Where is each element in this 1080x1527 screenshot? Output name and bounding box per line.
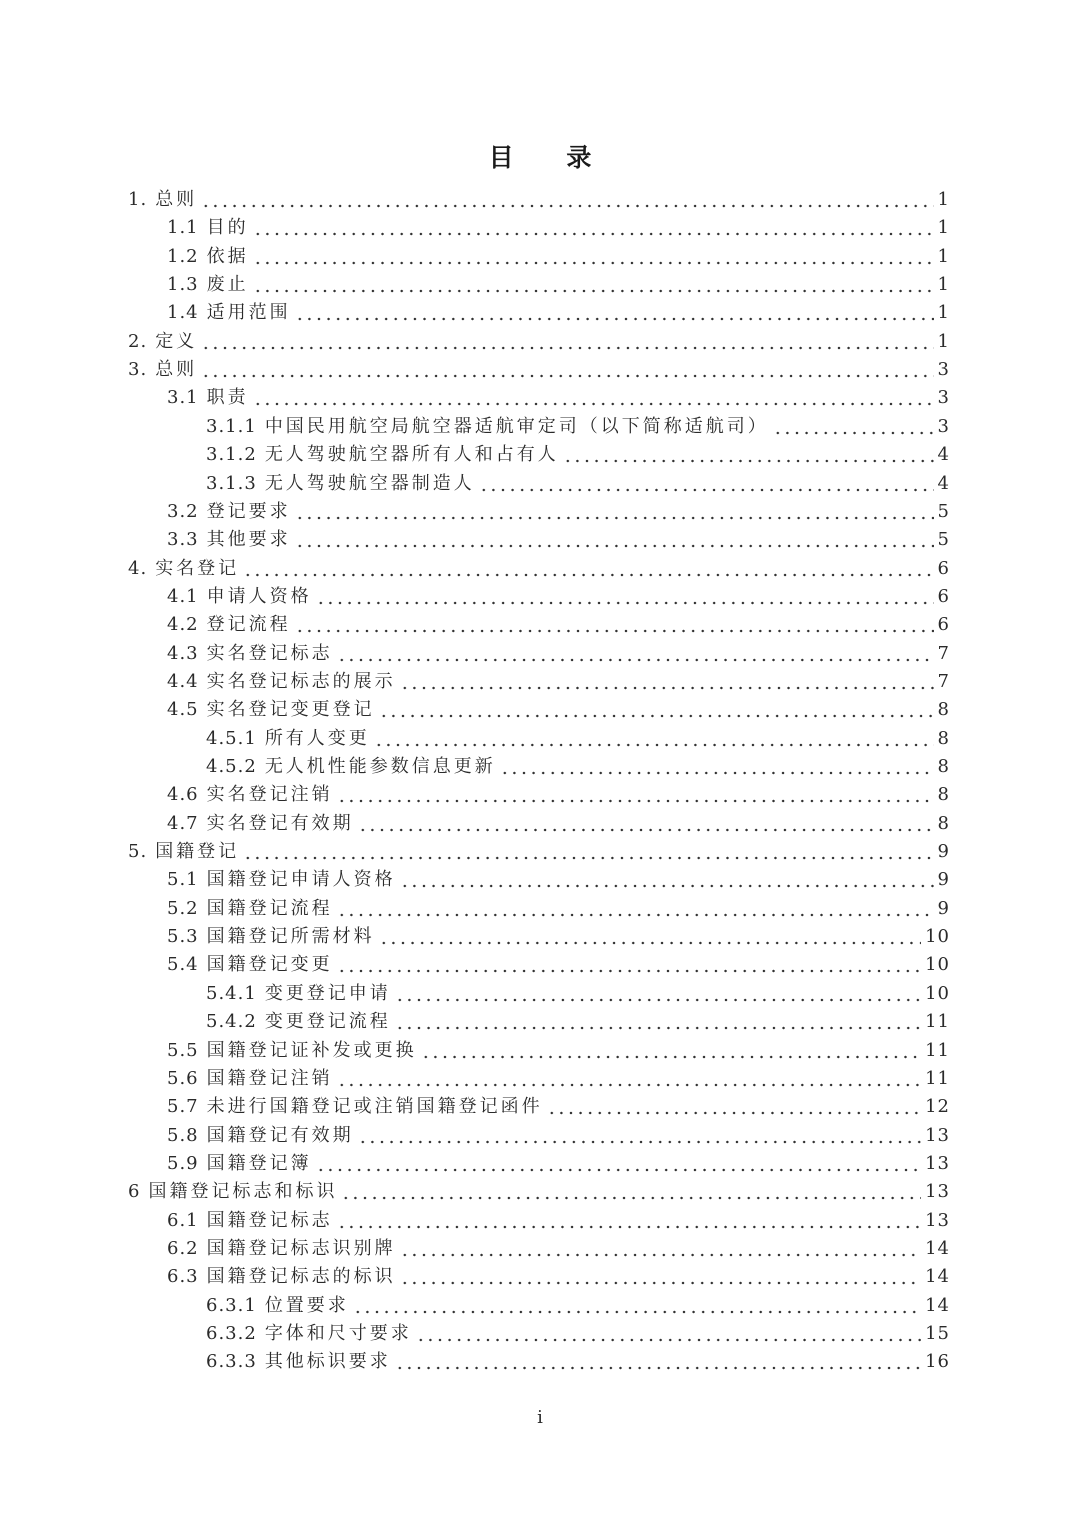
- toc-entry-page: 8: [937, 784, 950, 806]
- toc-entry-number: 4.6: [167, 784, 199, 806]
- dot-leader: [337, 895, 934, 923]
- toc-entry-page: 13: [925, 1181, 950, 1203]
- toc-entry-title: 实名登记标志: [206, 642, 333, 664]
- toc-entry-number: 5.9: [167, 1152, 199, 1174]
- toc-entry[interactable]: [167, 1122, 950, 1150]
- toc-entry-number: 5.8: [167, 1124, 199, 1146]
- dot-leader: [416, 1320, 921, 1348]
- toc-entry-page: 1: [937, 217, 950, 239]
- toc-entry-number: 4.2: [167, 614, 199, 636]
- toc-entry[interactable]: [206, 725, 950, 753]
- toc-entry-page: 16: [925, 1351, 950, 1373]
- toc-entry[interactable]: [167, 384, 950, 412]
- toc-entry-title: 适用范围: [206, 302, 291, 324]
- toc-entry[interactable]: [167, 781, 950, 809]
- toc-entry-title: 实名登记有效期: [206, 812, 354, 834]
- toc-entry-page: 6: [937, 614, 950, 636]
- toc-entry-number: 6.3: [167, 1266, 199, 1288]
- toc-entry-number: 3.2: [167, 500, 199, 522]
- toc-entry-number: 6.3.3: [206, 1351, 257, 1373]
- toc-entry-title: 国籍登记证补发或更换: [206, 1039, 417, 1061]
- toc-entry[interactable]: [167, 1235, 950, 1263]
- toc-entry-title: 登记流程: [206, 614, 291, 636]
- toc-entry-title: 实名登记注销: [206, 784, 333, 806]
- toc-entry-title: 定义: [155, 330, 198, 352]
- toc-entry-page: 1: [937, 330, 950, 352]
- toc-entry[interactable]: [167, 668, 950, 696]
- toc-entry-number: 4.5.2: [206, 756, 257, 777]
- toc-entry-number: 5.2: [167, 897, 199, 919]
- dot-leader: [295, 611, 934, 639]
- toc-entry[interactable]: [167, 299, 950, 327]
- toc-entry-number: 1.3: [167, 274, 199, 296]
- toc-entry-page: 4: [937, 472, 950, 494]
- toc-entry-number: 5.5: [167, 1039, 199, 1061]
- toc-entry-page: 3: [937, 415, 950, 437]
- dot-leader: [395, 980, 921, 1008]
- toc-entry-number: 3.1.3: [206, 472, 257, 494]
- toc-entry-page: 8: [937, 812, 950, 834]
- dot-leader: [773, 413, 934, 441]
- toc-entry-number: 3.1.1: [206, 415, 257, 437]
- toc-entry-number: 4.3: [167, 642, 199, 664]
- toc-entry[interactable]: [206, 470, 950, 498]
- toc-entry-number: 4.5.1: [206, 727, 257, 749]
- toc-entry[interactable]: [167, 214, 950, 242]
- toc-entry-title: 申请人资格: [206, 585, 312, 607]
- toc-entry[interactable]: [167, 640, 950, 668]
- toc-entry-number: 4.1: [167, 585, 199, 607]
- dot-leader: [374, 725, 934, 753]
- dot-leader: [395, 1348, 921, 1376]
- dot-leader: [358, 810, 934, 838]
- dot-leader: [316, 583, 934, 611]
- toc-entry-number: 5.: [128, 841, 148, 863]
- toc-entry[interactable]: [167, 583, 950, 611]
- toc-entry-title: 总则: [155, 189, 198, 210]
- toc-entry-number: 6.3.1: [206, 1294, 257, 1316]
- toc-entry-number: 5.4: [167, 954, 199, 976]
- dot-leader: [201, 356, 933, 384]
- toc-entry-page: 10: [925, 982, 950, 1004]
- toc-entry[interactable]: [167, 243, 950, 271]
- toc-entry-title: 其他要求: [206, 529, 291, 551]
- toc-entry-number: 2.: [128, 330, 148, 352]
- toc-entry-number: 4.5: [167, 699, 199, 721]
- toc-entry-title: 国籍登记注销: [206, 1067, 333, 1089]
- dot-leader: [341, 1178, 921, 1206]
- toc-entry-title: 总则: [155, 359, 198, 381]
- toc-entry-page: 11: [925, 1011, 950, 1033]
- dot-leader: [479, 470, 934, 498]
- dot-leader: [337, 1207, 921, 1235]
- dot-leader: [395, 1008, 921, 1036]
- toc-entry-title: 中国民用航空局航空器适航审定司（以下简称适航司）: [264, 415, 769, 437]
- toc-entry-page: 6: [937, 585, 950, 607]
- toc-entry-title: 无人机性能参数信息更新: [264, 756, 496, 777]
- toc-entry-number: 5.4.1: [206, 982, 257, 1004]
- toc-entry-page: 14: [925, 1266, 950, 1288]
- toc-entry-page: 8: [937, 756, 950, 777]
- dot-leader: [379, 696, 934, 724]
- toc-entry[interactable]: [206, 753, 950, 781]
- toc-entry-number: 5.6: [167, 1067, 199, 1089]
- toc-entry-number: 6.3.2: [206, 1323, 257, 1344]
- toc-entry-title: 登记要求: [206, 500, 291, 522]
- toc-entry-number: 1.: [128, 189, 148, 210]
- toc-entry-page: 10: [925, 954, 950, 976]
- toc-entry[interactable]: [206, 1292, 950, 1320]
- toc-entry-page: 3: [937, 359, 950, 381]
- dot-leader: [295, 526, 934, 554]
- toc-entry-title: 变更登记流程: [264, 1011, 391, 1033]
- dot-leader: [547, 1093, 921, 1121]
- toc-entry-page: 12: [925, 1096, 950, 1118]
- toc-entry-title: 依据: [206, 245, 249, 267]
- dot-leader: [337, 951, 921, 979]
- page-title: 目 录: [488, 143, 614, 172]
- toc-entry-title: 其他标识要求: [264, 1351, 391, 1373]
- dot-leader: [253, 384, 934, 412]
- toc-entry-number: 6.1: [167, 1209, 199, 1231]
- toc-entry[interactable]: [167, 1065, 950, 1093]
- toc-entry-title: 国籍登记流程: [206, 897, 333, 919]
- toc-entry[interactable]: [128, 555, 950, 583]
- toc-entry-page: 13: [925, 1209, 950, 1231]
- toc-entry-page: 8: [937, 727, 950, 749]
- toc-entry[interactable]: [167, 951, 950, 979]
- toc-entry-title: 目的: [206, 217, 249, 239]
- toc-entry[interactable]: [167, 1093, 950, 1121]
- toc-entry-number: 1.4: [167, 302, 199, 324]
- toc-entry[interactable]: [167, 895, 950, 923]
- toc-entry-page: 5: [937, 529, 950, 551]
- toc-entry-page: 10: [925, 926, 950, 948]
- dot-leader: [421, 1037, 921, 1065]
- toc-entry-page: 11: [925, 1039, 950, 1061]
- toc-entry-title: 未进行国籍登记或注销国籍登记函件: [206, 1096, 543, 1118]
- toc-entry-number: 3.1: [167, 387, 199, 409]
- toc-entry-title: 位置要求: [264, 1294, 349, 1316]
- toc-entry-title: 废止: [206, 274, 249, 296]
- dot-leader: [400, 668, 934, 696]
- toc-entry-page: 7: [937, 642, 950, 664]
- toc-entry[interactable]: [167, 1207, 950, 1235]
- toc-entry-page: 3: [937, 387, 950, 409]
- toc-entry-page: 7: [937, 670, 950, 692]
- toc-entry-title: 无人驾驶航空器所有人和占有人: [264, 444, 559, 466]
- page-number-footer: i: [537, 1407, 543, 1428]
- toc-entry-title: 国籍登记申请人资格: [206, 869, 396, 891]
- toc-entry-page: 9: [937, 897, 950, 919]
- dot-leader: [253, 214, 934, 242]
- toc-entry-number: 5.3: [167, 926, 199, 948]
- toc-entry-page: 11: [925, 1067, 950, 1089]
- dot-leader: [295, 498, 934, 526]
- toc-entry[interactable]: [167, 866, 950, 894]
- toc-entry-page: 15: [925, 1323, 950, 1344]
- toc-entry-number: 3.1.2: [206, 444, 257, 466]
- toc-entry-page: 5: [937, 500, 950, 522]
- toc-entry[interactable]: [167, 611, 950, 639]
- toc-entry-number: 3.3: [167, 529, 199, 551]
- toc-entry[interactable]: [167, 1037, 950, 1065]
- dot-leader: [201, 186, 933, 214]
- toc-entry-title: 实名登记变更登记: [206, 699, 375, 721]
- dot-leader: [253, 271, 934, 299]
- dot-leader: [243, 555, 933, 583]
- toc-entry[interactable]: [167, 1150, 950, 1178]
- toc-entry-title: 实名登记标志的展示: [206, 670, 396, 692]
- dot-leader: [358, 1122, 921, 1150]
- toc-entry-title: 实名登记: [155, 557, 240, 579]
- toc-entry-page: 9: [937, 841, 950, 863]
- toc-entry[interactable]: [206, 1008, 950, 1036]
- toc-entry[interactable]: [128, 356, 950, 384]
- toc-entry[interactable]: [206, 1348, 950, 1376]
- toc-entry-number: 4.7: [167, 812, 199, 834]
- toc-entry[interactable]: [128, 328, 950, 356]
- toc-entry-title: 变更登记申请: [264, 982, 391, 1004]
- toc-entry-page: 13: [925, 1124, 950, 1146]
- toc-entry-page: 8: [937, 699, 950, 721]
- toc-entry-page: 14: [925, 1237, 950, 1259]
- toc-entry[interactable]: [167, 498, 950, 526]
- toc-entry-page: 9: [937, 869, 950, 891]
- toc-entry[interactable]: [206, 413, 950, 441]
- toc-entry[interactable]: [206, 1320, 950, 1348]
- toc-entry-title: 国籍登记标志和标识: [148, 1181, 338, 1203]
- toc-entry-title: 国籍登记变更: [206, 954, 333, 976]
- toc-entry-number: 6: [128, 1181, 141, 1203]
- toc-entry[interactable]: [128, 186, 950, 214]
- toc-entry-page: 1: [937, 274, 950, 296]
- dot-leader: [353, 1292, 921, 1320]
- toc-entry-number: 5.4.2: [206, 1011, 257, 1033]
- toc-entry-title: 国籍登记簿: [206, 1152, 312, 1174]
- toc-entry-number: 4.4: [167, 670, 199, 692]
- toc-entry[interactable]: [167, 271, 950, 299]
- dot-leader: [201, 328, 933, 356]
- toc-entry-page: 13: [925, 1152, 950, 1174]
- toc-entry[interactable]: [167, 526, 950, 554]
- toc-entry[interactable]: [167, 1263, 950, 1291]
- dot-leader: [337, 781, 934, 809]
- dot-leader: [253, 243, 934, 271]
- toc-entry-number: 3.: [128, 359, 148, 381]
- toc-entry[interactable]: [206, 980, 950, 1008]
- dot-leader: [337, 1065, 921, 1093]
- toc-entry-title: 国籍登记所需材料: [206, 926, 375, 948]
- dot-leader: [400, 1263, 921, 1291]
- toc-entry-title: 无人驾驶航空器制造人: [264, 472, 475, 494]
- dot-leader: [295, 299, 934, 327]
- dot-leader: [400, 1235, 921, 1263]
- toc-entry[interactable]: [128, 1178, 950, 1206]
- toc-entry-number: 5.1: [167, 869, 199, 891]
- toc-entry-title: 国籍登记标志识别牌: [206, 1237, 396, 1259]
- toc-entry-title: 国籍登记标志: [206, 1209, 333, 1231]
- toc-entry-title: 国籍登记标志的标识: [206, 1266, 396, 1288]
- dot-leader: [316, 1150, 921, 1178]
- toc-entry-page: 14: [925, 1294, 950, 1316]
- toc-entry-title: 字体和尺寸要求: [264, 1323, 412, 1344]
- dot-leader: [400, 866, 934, 894]
- toc-entry[interactable]: [206, 441, 950, 469]
- dot-leader: [500, 753, 934, 781]
- dot-leader: [563, 441, 934, 469]
- toc-entry-number: 1.1: [167, 217, 199, 239]
- toc-entry-page: 4: [937, 444, 950, 466]
- toc-entry-number: 6.2: [167, 1237, 199, 1259]
- dot-leader: [337, 640, 934, 668]
- toc-entry-number: 5.7: [167, 1096, 199, 1118]
- dot-leader: [379, 923, 921, 951]
- toc-entry-page: 1: [937, 302, 950, 324]
- toc-entry-page: 6: [937, 557, 950, 579]
- toc-entry[interactable]: [167, 810, 950, 838]
- dot-leader: [243, 838, 933, 866]
- toc-entry-page: 1: [937, 189, 950, 210]
- toc-entry-number: 1.2: [167, 245, 199, 267]
- toc-entry[interactable]: [167, 923, 950, 951]
- toc-entry-title: 国籍登记有效期: [206, 1124, 354, 1146]
- toc-entry-number: 4.: [128, 557, 148, 579]
- toc-entry-title: 所有人变更: [264, 727, 370, 749]
- toc-entry[interactable]: [128, 838, 950, 866]
- toc-entry-page: 1: [937, 245, 950, 267]
- toc-entry-title: 职责: [206, 387, 249, 409]
- toc-entry-title: 国籍登记: [155, 841, 240, 863]
- toc-entry[interactable]: [167, 696, 950, 724]
